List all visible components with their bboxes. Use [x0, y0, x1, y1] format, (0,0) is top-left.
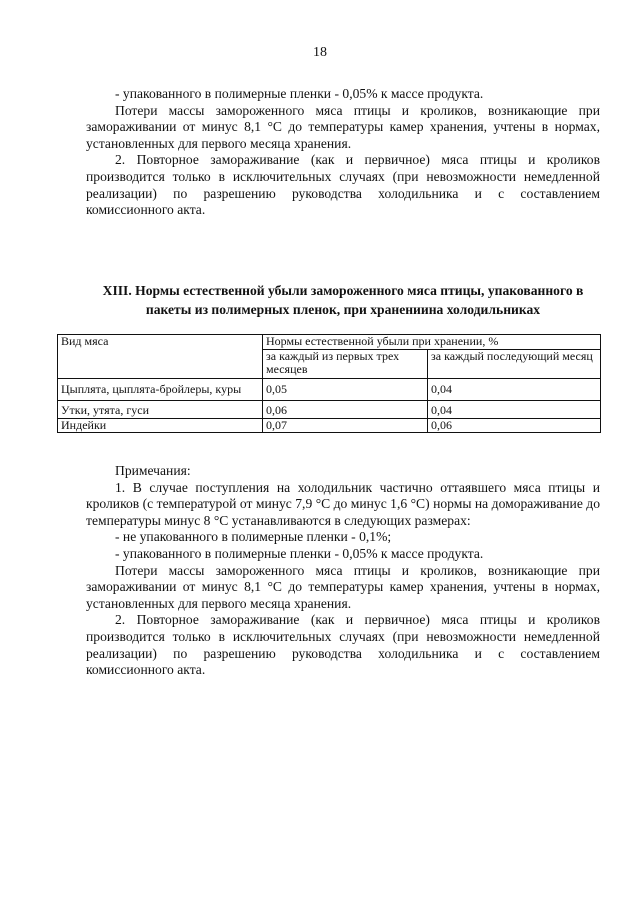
cell-first: 0,07 — [263, 418, 428, 433]
cell-next: 0,04 — [428, 378, 601, 401]
cell-meat: Цыплята, цыплята-бройлеры, куры — [58, 378, 263, 401]
paragraph-mass-losses: Потери массы замороженного мяса птицы и кроликов, возникающие при замораживании от минус 8,1 °С до температуры камер хранения, учтены в нормах, установленных для первого месяца хранения. — [86, 102, 600, 151]
cell-meat: Утки, утята, гуси — [58, 401, 263, 419]
header-norms: Нормы естественной убыли при хранении, % — [263, 335, 601, 350]
cell-meat: Индейки — [58, 418, 263, 433]
note-partially-thawed: 1. В случае поступления на холодильник частично оттаявшего мяса птицы и кроликов (с температурой от минус 7,9 °С до минус 1,6 °С) нормы на домораживание до температуры минус 8 °С устанавливаются в следующих размерах: — [86, 479, 600, 528]
table-row — [58, 378, 601, 401]
subheader-next-month: за каждый последующий месяц — [428, 349, 601, 378]
header-meat-type: Вид мяса — [58, 335, 263, 379]
table-row — [58, 401, 601, 419]
section-heading-line2: пакеты из полимерных пленок, при хранениина холодильниках — [145, 302, 541, 317]
section-heading — [86, 281, 600, 319]
page-number: 18 — [313, 45, 327, 60]
cell-next: 0,06 — [428, 418, 601, 433]
note-unpacked: - не упакованного в полимерные пленки - 0,1%; — [115, 529, 392, 545]
table-row — [58, 418, 601, 433]
cell-first: 0,05 — [263, 378, 428, 401]
table-header-row — [58, 335, 601, 350]
note-mass-losses: Потери массы замороженного мяса птицы и кроликов, возникающие при замораживании от минус 8,1 °С до температуры камер хранения, учтены в нормах, установленных для первого месяца хранения. — [86, 562, 600, 611]
norms-table — [57, 334, 601, 433]
cell-first: 0,06 — [263, 401, 428, 419]
paragraph-packed: - упакованного в полимерные пленки - 0,05% к массе продукта. — [115, 86, 484, 101]
section-heading-line1: XIII. Нормы естественной убыли замороженного мяса птицы, упакованного в — [102, 283, 584, 298]
subheader-first-months: за каждый из первых трех месяцев — [263, 349, 428, 378]
note-packed: - упакованного в полимерные пленки - 0,05% к массе продукта. — [115, 545, 484, 561]
notes-title: Примечания: — [115, 463, 191, 478]
note-refreezing: 2. Повторное замораживание (как и первичное) мяса птицы и кроликов производится только в исключительных случаях (при невозможности немедленной реализации) по разрешению руководства холодильника и с составлением комиссионного акта. — [86, 612, 600, 678]
paragraph-refreezing: 2. Повторное замораживание (как и первичное) мяса птицы и кроликов производится только в исключительных случаях (при невозможности немедленной реализации) по разрешению руководства холодильника и с составлением комиссионного акта. — [86, 152, 600, 218]
cell-next: 0,04 — [428, 401, 601, 419]
top-text-block — [86, 86, 600, 219]
notes-block — [86, 463, 600, 679]
